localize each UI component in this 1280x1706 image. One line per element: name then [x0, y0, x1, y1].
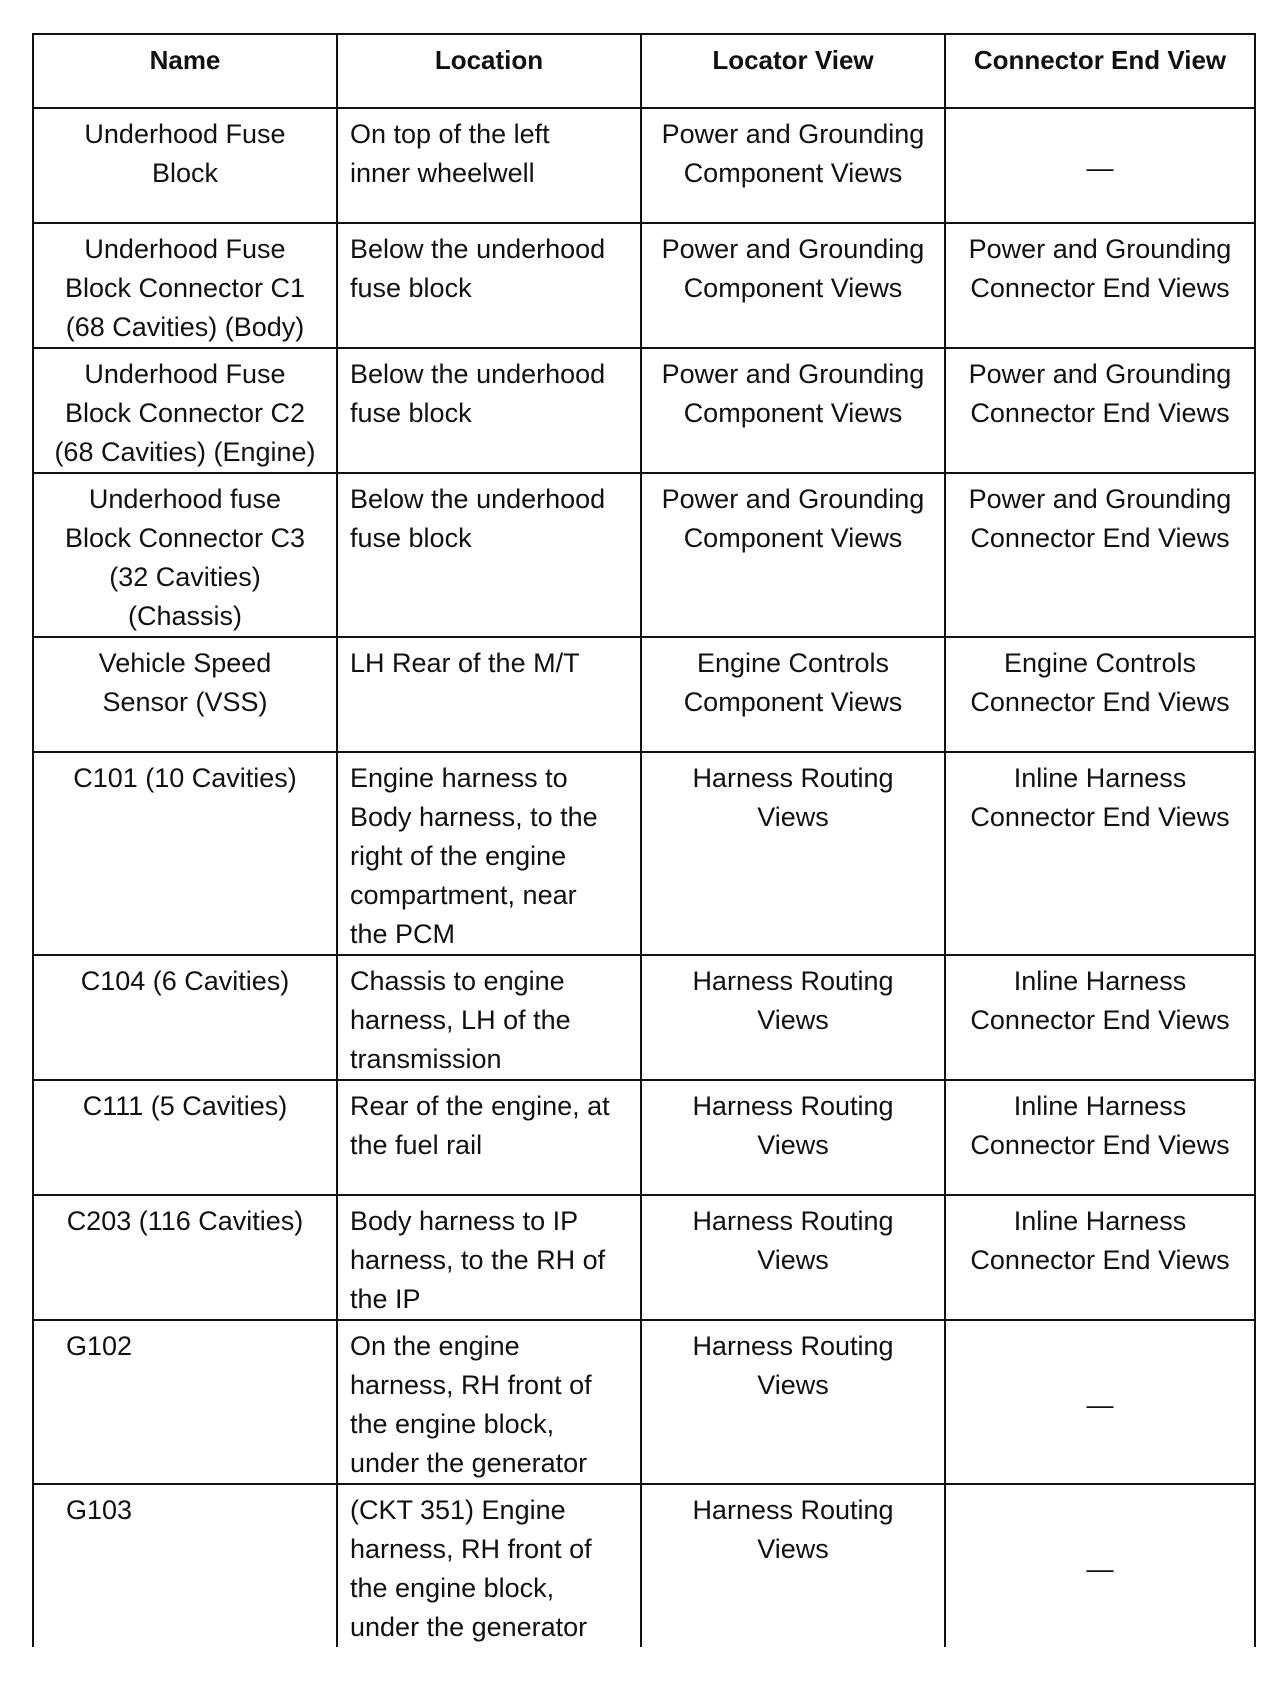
- connector-text: Engine Controls Connector End Views: [970, 648, 1230, 717]
- header-locator-view: Locator View: [641, 34, 945, 108]
- name-text: Underhood Fuse Block: [84, 119, 286, 188]
- cell-connector-end-view: [945, 108, 1255, 223]
- connector-text: Inline Harness Connector End Views: [970, 966, 1230, 1035]
- location-text: Body harness to IP harness, to the RH of the IP: [350, 1206, 606, 1314]
- connector-text: Inline Harness Connector End Views: [970, 1091, 1230, 1160]
- locator-text: Power and Grounding Component Views: [661, 119, 925, 188]
- header-location: Location: [337, 34, 641, 108]
- name-text: C104 (6 Cavities): [80, 966, 290, 996]
- name-text: Underhood fuse Block Connector C3 (32 Cavities) (Chassis): [64, 484, 306, 631]
- cell-connector-end-view: [945, 637, 1255, 752]
- cell-name: [33, 637, 337, 752]
- cell-locator-view: [641, 1320, 945, 1484]
- table-row: [33, 752, 1255, 955]
- cell-name: [33, 108, 337, 223]
- locator-text: Harness Routing Views: [692, 1206, 894, 1275]
- locator-text: Harness Routing Views: [692, 1495, 894, 1564]
- cell-connector-end-view: [945, 348, 1255, 473]
- cell-name: [33, 1080, 337, 1195]
- locator-text: Harness Routing Views: [692, 1091, 894, 1160]
- table-header-row: [33, 34, 1255, 108]
- cell-location: [337, 1195, 641, 1320]
- connector-text: —: [1086, 1553, 1114, 1584]
- cell-connector-end-view: [945, 473, 1255, 637]
- cell-location: [337, 955, 641, 1080]
- location-text: LH Rear of the M/T: [350, 648, 580, 678]
- cell-name: [33, 473, 337, 637]
- name-text: Vehicle Speed Sensor (VSS): [98, 648, 272, 717]
- table-row: [33, 223, 1255, 348]
- name-text: C101 (10 Cavities): [73, 763, 297, 793]
- connector-text: —: [1086, 1389, 1114, 1420]
- name-text: G102: [66, 1331, 133, 1361]
- cell-name: [33, 223, 337, 348]
- component-locator-table: [32, 33, 1256, 1647]
- location-text: Engine harness to Body harness, to the right of the engine compartment, near the PCM: [350, 763, 598, 949]
- cell-connector-end-view: [945, 1320, 1255, 1484]
- cell-connector-end-view: [945, 752, 1255, 955]
- locator-text: Harness Routing Views: [692, 1331, 894, 1400]
- table-row: [33, 108, 1255, 223]
- location-text: Below the underhood fuse block: [350, 359, 606, 428]
- cell-connector-end-view: [945, 1195, 1255, 1320]
- cell-name: [33, 1195, 337, 1320]
- cell-connector-end-view: [945, 1484, 1255, 1647]
- header-name: Name: [33, 34, 337, 108]
- locator-text: Power and Grounding Component Views: [661, 234, 925, 303]
- cell-location: [337, 348, 641, 473]
- cell-connector-end-view: [945, 955, 1255, 1080]
- cell-name: [33, 348, 337, 473]
- name-text: Underhood Fuse Block Connector C2 (68 Cavities) (Engine): [54, 359, 316, 467]
- table-row: [33, 348, 1255, 473]
- cell-locator-view: [641, 955, 945, 1080]
- cell-location: [337, 637, 641, 752]
- table-row: [33, 637, 1255, 752]
- location-text: Below the underhood fuse block: [350, 484, 606, 553]
- connector-text: Inline Harness Connector End Views: [970, 1206, 1230, 1275]
- cell-locator-view: [641, 473, 945, 637]
- connector-text: Power and Grounding Connector End Views: [968, 234, 1232, 303]
- locator-text: Harness Routing Views: [692, 966, 894, 1035]
- cell-location: [337, 1320, 641, 1484]
- cell-location: [337, 1484, 641, 1647]
- connector-text: —: [1086, 153, 1114, 183]
- location-text: On top of the left inner wheelwell: [350, 119, 550, 188]
- connector-text: Power and Grounding Connector End Views: [968, 484, 1232, 553]
- name-text: Underhood Fuse Block Connector C1 (68 Cavities) (Body): [64, 234, 306, 342]
- cell-connector-end-view: [945, 223, 1255, 348]
- cell-name: [33, 1484, 337, 1647]
- cell-locator-view: [641, 1080, 945, 1195]
- cell-locator-view: [641, 637, 945, 752]
- connector-text: Power and Grounding Connector End Views: [968, 359, 1232, 428]
- name-text: C203 (116 Cavities): [66, 1206, 304, 1236]
- table-row: [33, 1080, 1255, 1195]
- cell-name: [33, 955, 337, 1080]
- cell-name: [33, 1320, 337, 1484]
- location-text: On the engine harness, RH front of the engine block, under the generator: [350, 1331, 592, 1478]
- table-row: [33, 473, 1255, 637]
- cell-location: [337, 108, 641, 223]
- locator-text: Power and Grounding Component Views: [661, 484, 925, 553]
- table-row: [33, 1195, 1255, 1320]
- cell-locator-view: [641, 348, 945, 473]
- table-row: [33, 955, 1255, 1080]
- locator-text: Power and Grounding Component Views: [661, 359, 925, 428]
- cell-locator-view: [641, 752, 945, 955]
- cell-location: [337, 752, 641, 955]
- cell-locator-view: [641, 223, 945, 348]
- locator-text: Harness Routing Views: [692, 763, 894, 832]
- cell-locator-view: [641, 108, 945, 223]
- cell-location: [337, 1080, 641, 1195]
- locator-text: Engine Controls Component Views: [683, 648, 903, 717]
- name-text: C111 (5 Cavities): [82, 1091, 288, 1121]
- cell-location: [337, 473, 641, 637]
- connector-text: Inline Harness Connector End Views: [970, 763, 1230, 832]
- cell-connector-end-view: [945, 1080, 1255, 1195]
- name-text: G103: [66, 1495, 133, 1525]
- connector-table-container: [32, 33, 1254, 1647]
- location-text: Below the underhood fuse block: [350, 234, 606, 303]
- location-text: (CKT 351) Engine harness, RH front of the engine block, under the generator: [350, 1495, 592, 1642]
- table-row: [33, 1320, 1255, 1484]
- location-text: Chassis to engine harness, LH of the transmission: [350, 966, 571, 1074]
- cell-locator-view: [641, 1195, 945, 1320]
- table-row: [33, 1484, 1255, 1647]
- cell-locator-view: [641, 1484, 945, 1647]
- cell-name: [33, 752, 337, 955]
- location-text: Rear of the engine, at the fuel rail: [350, 1091, 610, 1160]
- cell-location: [337, 223, 641, 348]
- header-connector-end-view: Connector End View: [945, 34, 1255, 108]
